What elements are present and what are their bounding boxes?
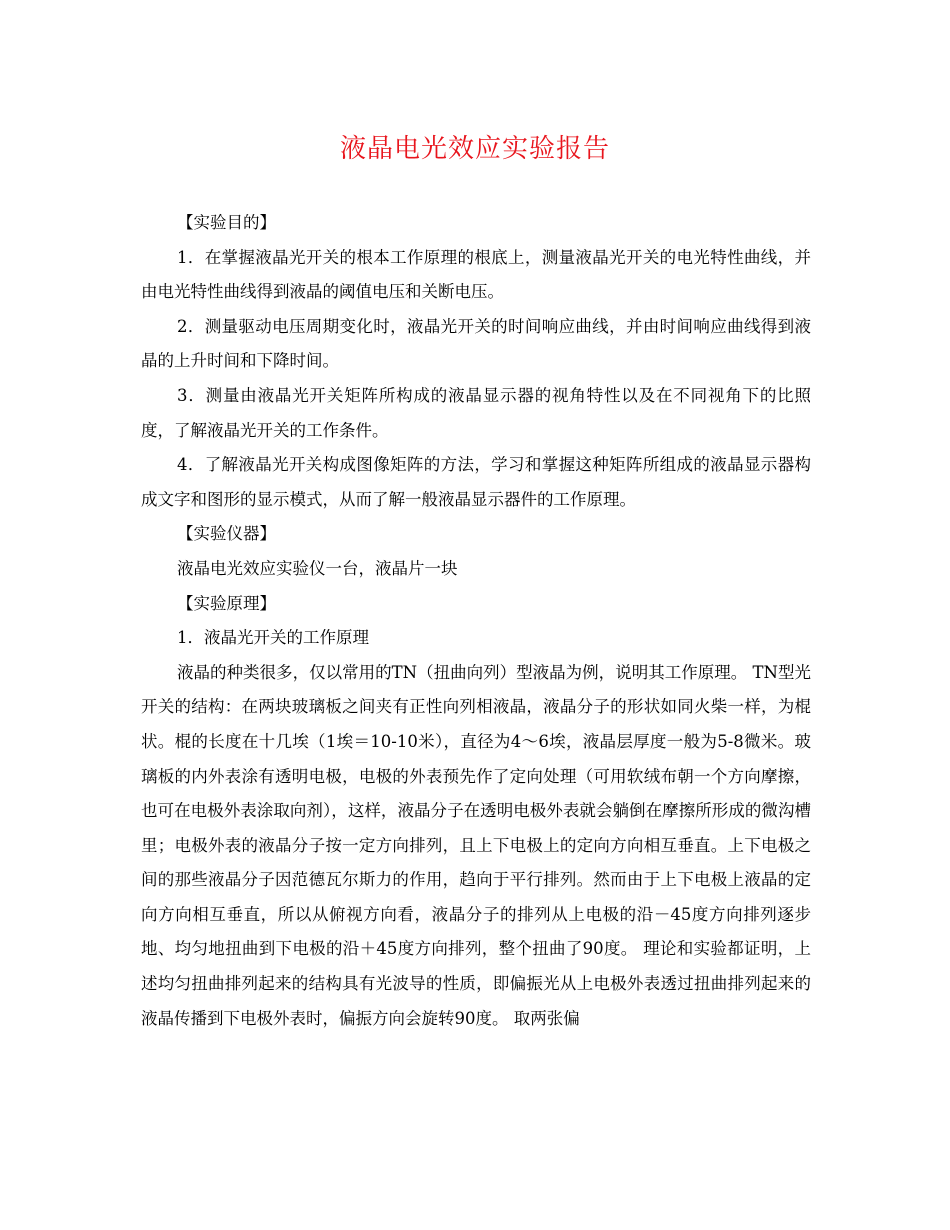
purpose-item-4: 4．了解液晶光开关构成图像矩阵的方法，学习和掌握这种矩阵所组成的液晶显示器构成文字和图形的显示模式，从而了解一般液晶显示器件的工作原理。 (141, 455, 811, 509)
section-heading-purpose: 【实验目的】 (177, 213, 276, 232)
principle-paragraph: 液晶的种类很多，仅以常用的TN（扭曲向列）型液晶为例，说明其工作原理。 TN型光开关的结构：在两块玻璃板之间夹有正性向列相液晶，液晶分子的形状如同火柴一样，为棍状。棍的长度在十几埃（1埃＝10-10米），直径为4～6埃，液晶层厚度一般为5-8微米。玻璃板的内外表涂有透明电极，电极的外表预先作了定向处理（可用软绒布朝一个方向摩擦，也可在电极外表涂取向剂），这样，液晶分子在透明电极外表就会躺倒在摩擦所形成的微沟槽里；电极外表的液晶分子按一定方向排列，且上下电极上的定向方向相互垂直。上下电极之间的那些液晶分子因范德瓦尔斯力的作用，趋向于平行排列。然而由于上下电极上液晶的定向方向相互垂直，所以从俯视方向看，液晶分子的排列从上电极的沿－45度方向排列逐步地、均匀地扭曲到下电极的沿＋45度方向排列，整个扭曲了90度。 理论和实验都证明，上述均匀扭曲排列起来的结构具有光波导的性质，即偏振光从上电极外表透过扭曲排列起来的液晶传播到下电极外表时，偏振方向会旋转90度。 取两张偏 (141, 662, 811, 1028)
section-heading-principle: 【实验原理】 (177, 593, 276, 613)
document-title: 液晶电光效应实验报告 (339, 134, 610, 164)
purpose-item-1: 1．在掌握液晶光开关的根本工作原理的根底上，测量液晶光开关的电光特性曲线，并由电光特性曲线得到液晶的阈值电压和关断电压。 (141, 247, 811, 302)
document-body (141, 206, 811, 1036)
section-heading-instruments: 【实验仪器】 (177, 524, 276, 544)
purpose-item-2: 2．测量驱动电压周期变化时，液晶光开关的时间响应曲线，并由时间响应曲线得到液晶的上升时间和下降时间。 (141, 316, 811, 371)
purpose-item-3: 3．测量由液晶光开关矩阵所构成的液晶显示器的视角特性以及在不同视角下的比照度，了解液晶光开关的工作条件。 (141, 385, 811, 440)
principle-subheading-1: 1．液晶光开关的工作原理 (177, 628, 369, 648)
instruments-text: 液晶电光效应实验仪一台，液晶片一块 (177, 558, 458, 578)
